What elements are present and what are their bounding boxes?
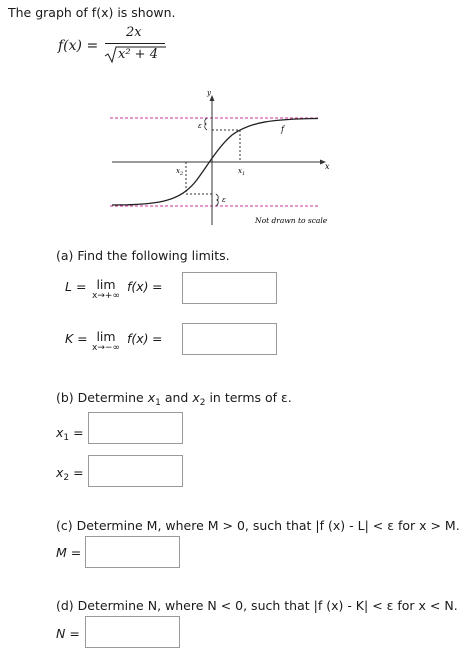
upper-epsilon-brace (205, 118, 208, 130)
x2-answer-input[interactable] (88, 455, 183, 487)
L-answer-input[interactable] (182, 272, 277, 304)
function-graph (100, 85, 340, 230)
formula-numerator: 2x (126, 25, 142, 40)
M-answer-input[interactable] (85, 536, 180, 568)
x1-row-label: $x_1$ = (56, 425, 84, 443)
x1-label: $x_1$ (238, 167, 246, 177)
L-fx: f(x) (127, 279, 149, 294)
x-axis-label: x (325, 162, 330, 171)
epsilon-bottom-label: ε (222, 196, 226, 204)
K-equals: = (152, 331, 163, 346)
intro-text: The graph of f(x) is shown. (8, 5, 176, 20)
N-answer-input[interactable] (85, 616, 180, 648)
K-answer-input[interactable] (182, 323, 277, 355)
L-equals: = (152, 279, 163, 294)
formula-lhs: f(x) = (58, 38, 99, 54)
K-limit (88, 329, 124, 353)
y-axis-label: y (207, 89, 211, 97)
x2-label: $x_2$ (176, 167, 184, 177)
part-d-title: (d) Determine N, where N < 0, such that |f (x) - K| < ε for x < N. (56, 598, 458, 613)
N-label: N = (56, 626, 80, 641)
fraction-bar (105, 43, 165, 44)
L-limit (88, 277, 124, 301)
K-fx: f(x) (127, 331, 149, 346)
K-label: K = (65, 331, 88, 346)
L-lim-under: x→+∞ (92, 291, 120, 301)
epsilon-top-label: ε (198, 122, 202, 130)
M-label: M = (56, 545, 82, 560)
scale-note: Not drawn to scale (255, 216, 328, 225)
lower-epsilon-brace (216, 194, 219, 206)
curve-label: f (281, 125, 284, 134)
L-lim-word: lim (96, 277, 116, 292)
part-c-title: (c) Determine M, where M > 0, such that |f (x) - L| < ε for x > M. (56, 518, 460, 533)
part-b-title: (b) Determine $x_1$ and $x_2$ in terms of ε. (56, 390, 292, 408)
part-a-title: (a) Find the following limits. (56, 248, 230, 263)
x2-row-label: $x_2$ = (56, 465, 84, 483)
L-label: L = (65, 279, 87, 294)
K-lim-word: lim (96, 329, 116, 344)
x1-answer-input[interactable] (88, 412, 183, 444)
formula-radicand: x² + 4 (118, 47, 158, 62)
K-lim-under: x→−∞ (92, 343, 120, 353)
